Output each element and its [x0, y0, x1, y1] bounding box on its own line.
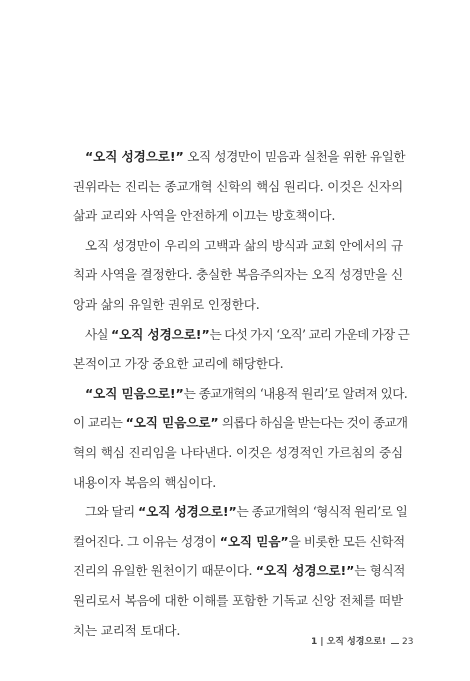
- page-footer: [311, 634, 421, 647]
- text-line: [73, 502, 408, 532]
- line-text: 내용이자 복음의 핵심이다.: [73, 474, 217, 490]
- text-line: [73, 354, 403, 384]
- line-text: 혁의 핵심 진리임을 나타낸다. 이것은 성경적인 가르침의 중심: [73, 444, 403, 460]
- line-text: 는 종교개혁의 ‘내용적 원리’로 알려져 있다.: [183, 385, 408, 401]
- line-text: 는 다섯 가지 ‘오직’ 교리 가운데 가장 근: [209, 326, 409, 342]
- line-text: 앙과 삶의 유일한 권위로 인정한다.: [73, 296, 260, 312]
- text-line: [73, 532, 403, 562]
- text-line: [73, 295, 403, 325]
- line-text: 오직 성경만이 우리의 고백과 삶의 방식과 교회 안에서의 규: [85, 237, 403, 253]
- text-line: [73, 384, 408, 414]
- line-text: 오직 성경만이 믿음과 실천을 위한 유일한: [183, 149, 406, 164]
- text-line: [73, 591, 403, 621]
- text-line: [73, 561, 406, 591]
- text-line: [73, 177, 403, 207]
- line-text: 삶과 교리와 사역을 안전하게 이끄는 방호책이다.: [73, 208, 336, 224]
- line-text: 사실: [85, 326, 111, 342]
- text-line: [73, 413, 408, 443]
- text-line: [73, 236, 403, 266]
- line-text: 치는 교리적 토대다.: [73, 622, 181, 638]
- line-text: 그와 달리: [85, 504, 138, 520]
- line-text: 칙과 사역을 결정한다. 충실한 복음주의자는 오직 성경만을 신: [73, 267, 403, 283]
- line-text: 컬어진다. 그 이유는 성경이: [73, 533, 220, 549]
- chapter-number: 1: [311, 637, 318, 647]
- emphasis-text: “오직 믿음으로!”: [85, 385, 184, 401]
- line-text: 는 형식적: [354, 563, 406, 579]
- line-text: 을 비롯한 모든 신학적: [288, 533, 405, 549]
- line-text: 본적이고 가장 중요한 교리에 해당한다.: [73, 356, 284, 372]
- text-line: [73, 265, 403, 295]
- text-line: [73, 325, 409, 355]
- line-text: 는 종교개혁의 ‘형식적 원리’로 일: [236, 504, 408, 520]
- emphasis-text: “오직 성경으로!”: [255, 563, 355, 579]
- emphasis-text: “오직 성경으로!”: [110, 326, 210, 342]
- text-line: [73, 147, 406, 177]
- line-text: 의롭다 하심을 받는다는 것이 종교개: [218, 415, 408, 431]
- running-title: 오직 성경으로!: [326, 637, 386, 647]
- emphasis-text: “오직 성경으로!”: [137, 504, 237, 520]
- line-text: 진리의 유일한 원천이기 때문이다.: [73, 563, 256, 579]
- text-line: [73, 473, 403, 503]
- text-line: [73, 443, 403, 473]
- footer-separator: |: [320, 637, 324, 647]
- emphasis-text: “오직 믿음”: [219, 533, 289, 549]
- footer-rule: [391, 643, 399, 644]
- line-text: 이 교리는: [73, 415, 126, 431]
- page-number: 23: [401, 637, 414, 647]
- line-text: 원리로서 복음에 대한 이해를 포함한 기독교 신앙 전체를 떠받: [73, 592, 403, 608]
- emphasis-text: “오직 믿음으로”: [125, 415, 219, 431]
- line-text: 권위라는 진리는 종교개혁 신학의 핵심 원리다. 이것은 신자의: [73, 178, 403, 194]
- emphasis-text: “오직 성경으로!”: [85, 149, 184, 164]
- text-line: [73, 206, 403, 236]
